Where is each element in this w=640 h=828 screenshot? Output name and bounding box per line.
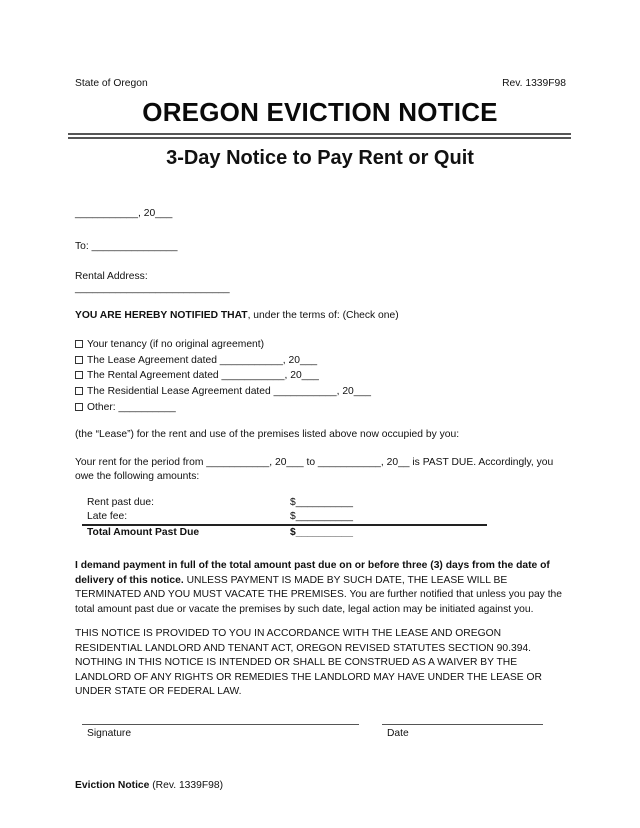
legal-notice-paragraph: THIS NOTICE IS PROVIDED TO YOU IN ACCORDANCE WITH THE LEASE AND OREGON RESIDENTIAL LANDLORD AND TENANT ACT, OREGON REVISED STATUTES SECTION 90.394. NOTHING IN THIS NOTICE IS INTENDED OR SHALL BE CONSTRUED AS A WAIVER BY THE LANDLORD OF ANY RIGHTS OR REMEDIES THE LANDLORD MAY HAVE UNDER THE LEASE OR UNDER STATE OR FEDERAL LAW. xyxy=(75,628,542,697)
rental-address-label: Rental Address: xyxy=(75,271,148,282)
option-residential-lease[interactable] xyxy=(75,384,371,400)
amount-label-late-fee: Late fee: xyxy=(87,511,128,522)
demand-paragraph xyxy=(75,559,575,617)
option-label: The Residential Lease Agreement dated ___________, 20___ xyxy=(87,386,371,398)
notified-rest: , under the terms of: (Check one) xyxy=(247,310,399,321)
rent-period-line2: owe the following amounts: xyxy=(75,471,200,482)
notified-bold: YOU ARE HEREBY NOTIFIED THAT xyxy=(75,310,248,321)
amount-label-rent: Rent past due: xyxy=(87,497,154,508)
lease-definition: (the “Lease”) for the rent and use of the premises listed above now occupied by you: xyxy=(75,429,460,440)
checkbox-icon[interactable] xyxy=(75,340,83,348)
rent-period-line1[interactable]: Your rent for the period from ___________, 20___ to ___________, 20__ is PAST DUE. Accordingly, you xyxy=(75,457,554,468)
amount-label-total: Total Amount Past Due xyxy=(87,527,200,538)
checkbox-icon[interactable] xyxy=(75,371,83,379)
footer xyxy=(75,779,223,792)
checkbox-icon[interactable] xyxy=(75,403,83,411)
amount-field-total[interactable]: $__________ xyxy=(290,527,353,538)
date-line[interactable] xyxy=(382,724,543,725)
option-label: The Lease Agreement dated ___________, 20___ xyxy=(87,354,318,366)
footer-rest: (Rev. 1339F98) xyxy=(149,780,224,791)
footer-bold: Eviction Notice xyxy=(75,780,150,791)
amount-field-late-fee[interactable]: $__________ xyxy=(290,511,353,522)
page-subtitle: 3-Day Notice to Pay Rent or Quit xyxy=(166,147,474,169)
revision-label: Rev. 1339F98 xyxy=(502,78,566,89)
date-label: Date xyxy=(387,728,409,739)
notified-statement xyxy=(75,309,399,322)
page-title: OREGON EVICTION NOTICE xyxy=(142,97,498,127)
option-label: Other: __________ xyxy=(87,401,176,413)
title-divider-top xyxy=(68,133,571,135)
title-divider-bottom xyxy=(68,137,571,139)
option-tenancy[interactable] xyxy=(75,337,371,353)
demand-bold: I demand payment in full of the total amount past due on or before three (3) days from the date of delivery of this notice. xyxy=(75,560,550,586)
rental-address-field[interactable]: ___________________________ xyxy=(75,283,230,294)
option-label: The Rental Agreement dated ___________, 20___ xyxy=(87,370,319,382)
option-rental-agreement[interactable] xyxy=(75,368,371,384)
checkbox-icon[interactable] xyxy=(75,356,83,364)
date-field[interactable]: ___________, 20___ xyxy=(75,208,173,219)
state-label: State of Oregon xyxy=(75,78,148,89)
amount-field-rent[interactable]: $__________ xyxy=(290,497,353,508)
to-field[interactable]: To: _______________ xyxy=(75,241,178,252)
demand-rest: UNLESS PAYMENT IS MADE BY SUCH DATE, THE LEASE WILL BE TERMINATED AND YOU MUST VACATE THE PREMISES. You are further notified that unless you pay the total amount past due or vacate the premises by such date, legal action may be initiated against you. xyxy=(75,574,563,615)
signature-line[interactable] xyxy=(82,724,359,725)
option-other[interactable] xyxy=(75,400,371,416)
checkbox-icon[interactable] xyxy=(75,387,83,395)
option-lease-agreement[interactable] xyxy=(75,353,371,369)
signature-label: Signature xyxy=(87,728,132,739)
option-label: Your tenancy (if no original agreement) xyxy=(87,339,265,350)
lease-type-options xyxy=(75,337,371,416)
